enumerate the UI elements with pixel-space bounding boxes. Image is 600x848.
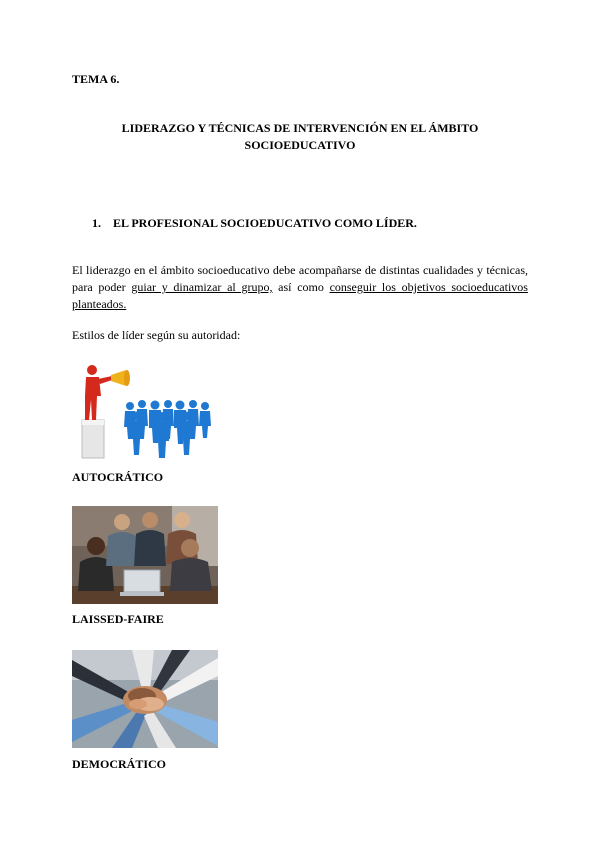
team-meeting-laptop-photo <box>72 506 218 604</box>
autocratic-caption: AUTOCRÁTICO <box>72 470 164 484</box>
laissez-faire-image <box>72 506 218 604</box>
title-line-1: LIDERAZGO Y TÉCNICAS DE INTERVENCIÓN EN EL ÁMBITO <box>121 121 479 135</box>
tema-label: TEMA 6. <box>72 72 120 86</box>
title-line-2: SOCIOEDUCATIVO <box>244 138 356 152</box>
paragraph-text-2: así como <box>272 280 330 294</box>
section-title: EL PROFESIONAL SOCIOEDUCATIVO COMO LÍDER. <box>113 216 417 230</box>
leader-megaphone-crowd-icon <box>72 362 218 460</box>
paragraph-text-1: El liderazgo en el ámbito socioeducativo debe acompañarse de distintas cualidades y técnicas, para poder <box>72 263 528 294</box>
section-number: 1. <box>92 216 101 230</box>
styles-intro: Estilos de líder según su autoridad: <box>72 328 241 342</box>
stacked-hands-photo <box>72 650 218 748</box>
document-title <box>100 120 500 154</box>
paragraph-underline-2: conseguir los objetivos socioeducativos planteados. <box>72 280 528 311</box>
democratic-caption: DEMOCRÁTICO <box>72 757 167 771</box>
section-heading <box>92 216 417 231</box>
body-paragraph <box>72 262 528 313</box>
paragraph-underline-1: guiar y dinamizar al grupo, <box>131 280 273 294</box>
autocratic-image <box>72 362 218 460</box>
democratic-image <box>72 650 218 748</box>
laissez-faire-caption: LAISSED-FAIRE <box>72 612 164 626</box>
